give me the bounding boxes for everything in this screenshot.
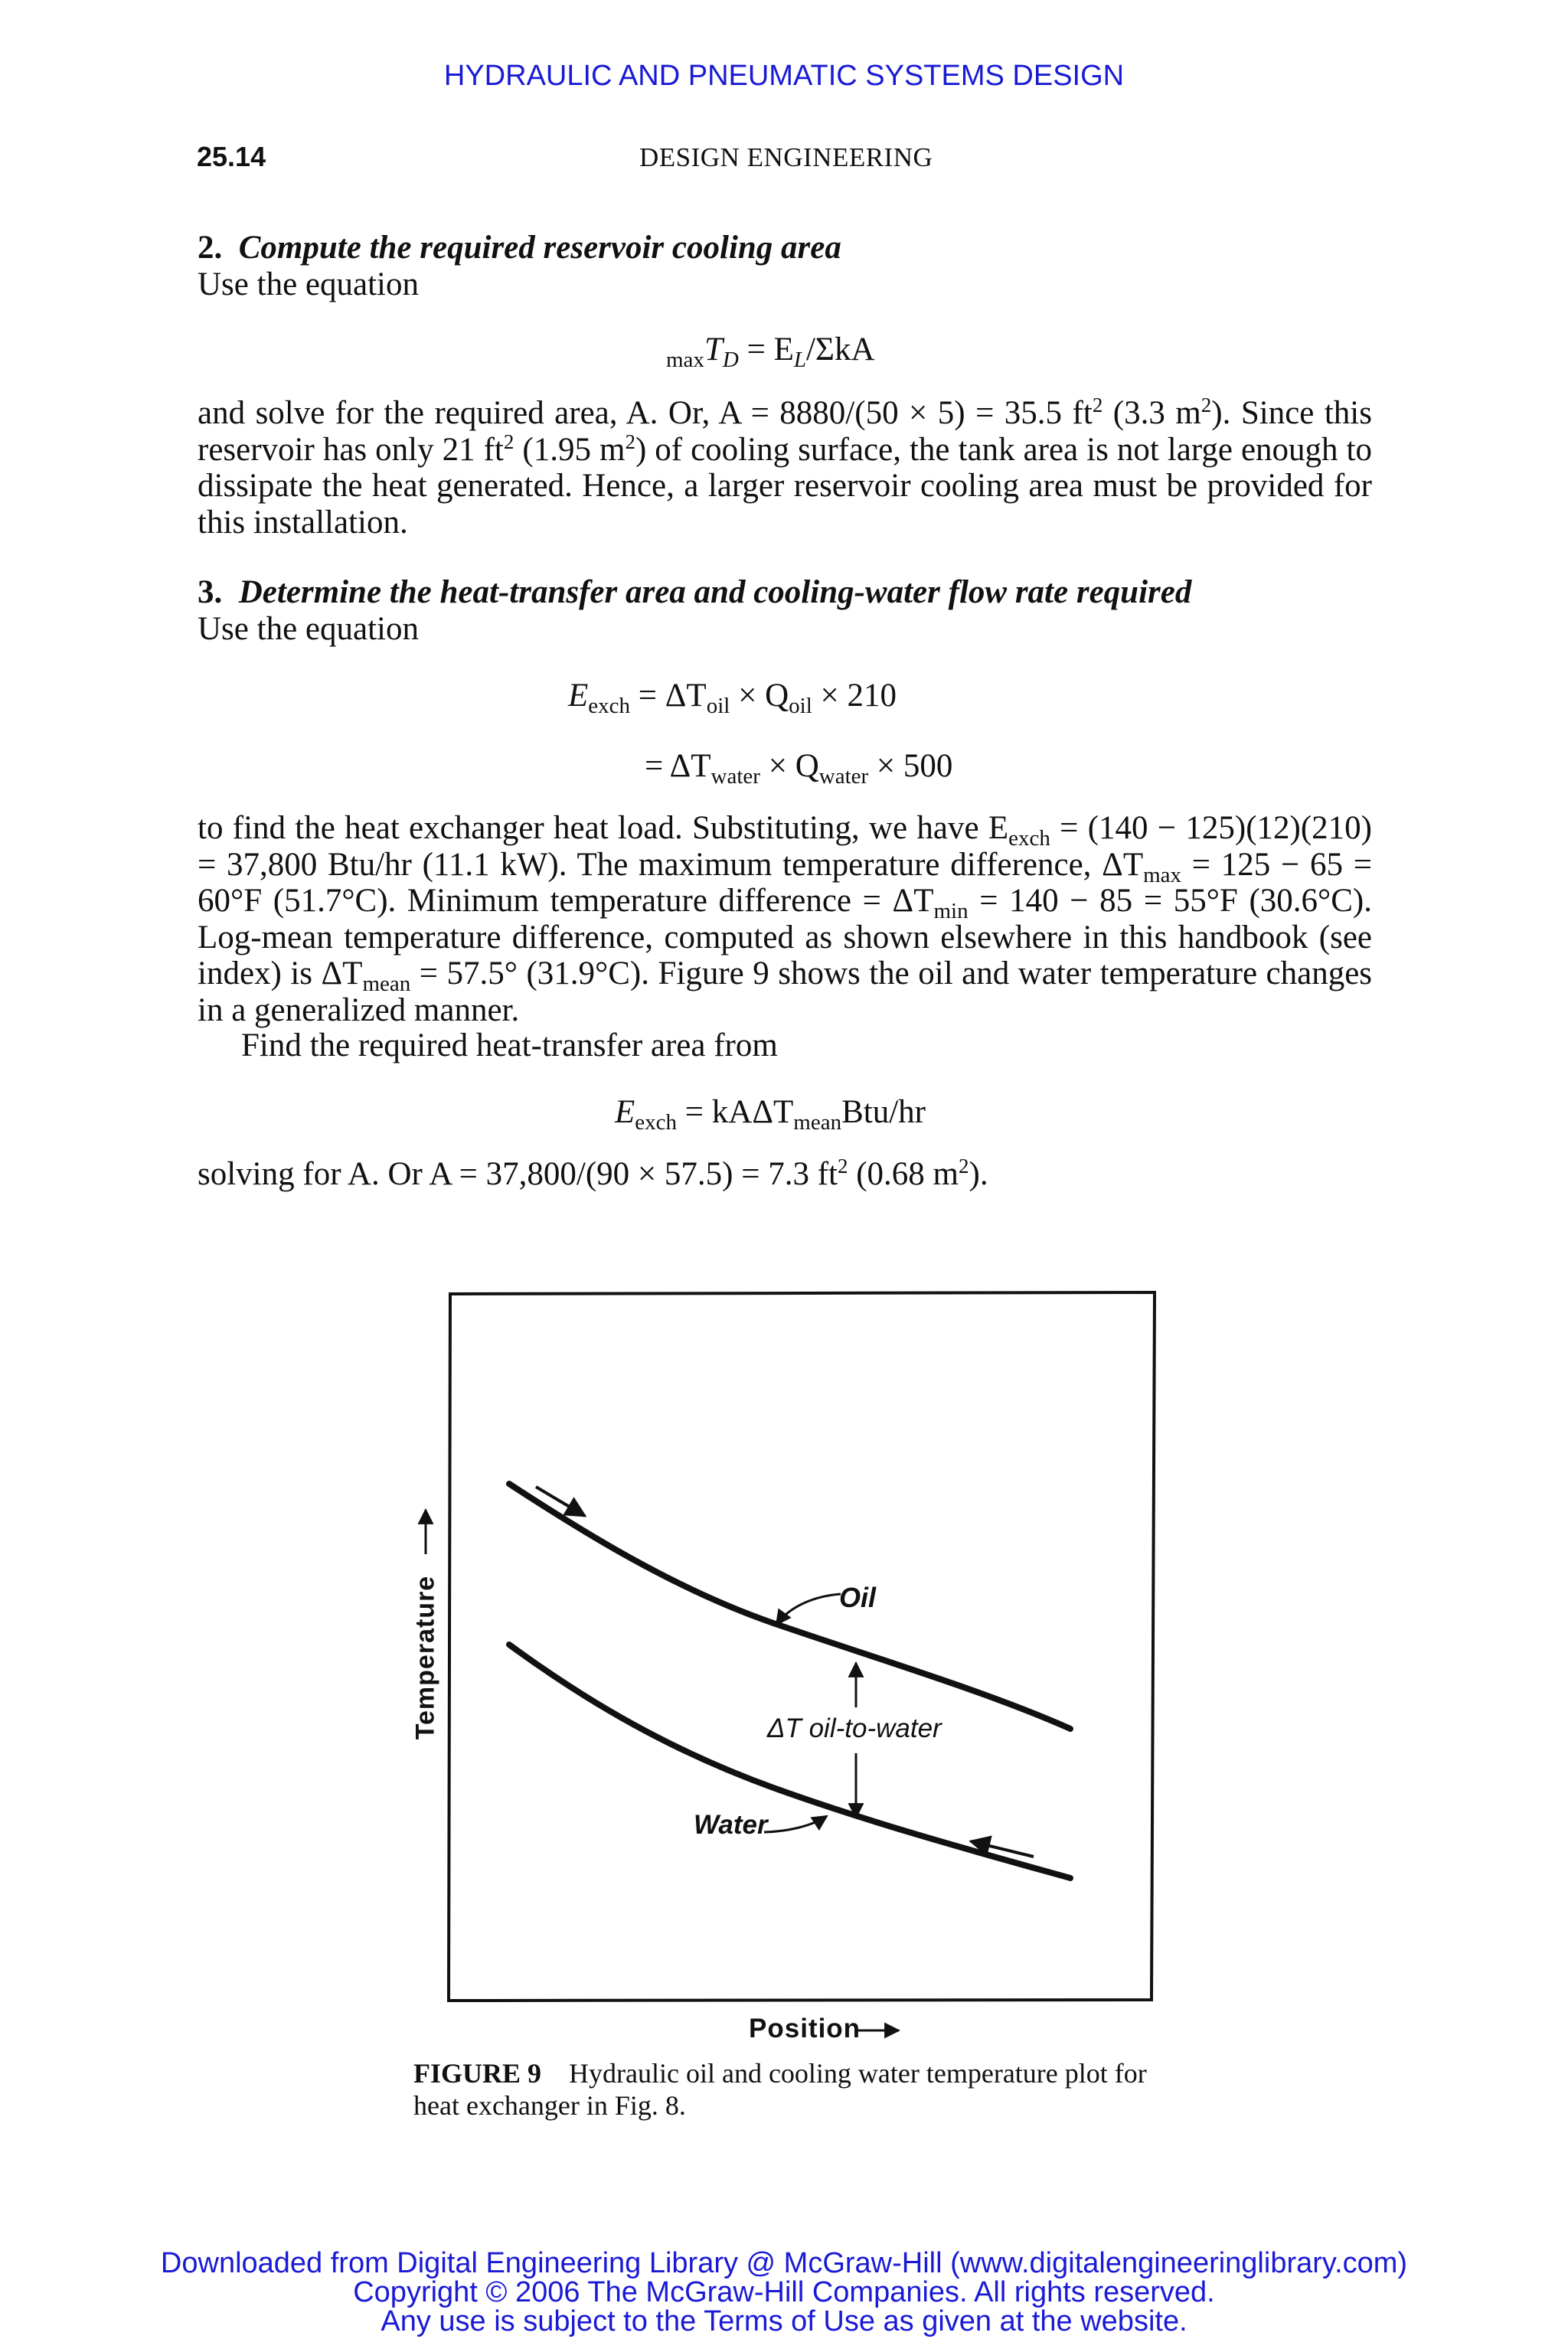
eq-t: T <box>704 332 723 368</box>
footer-download-notice[interactable]: Downloaded from Digital Engineering Library @ McGraw-Hill (www.digitalengineeringlibrary.com) <box>160 2247 1408 2279</box>
p2-c: = 125 − 65 = 60°F (51.7°C). Minimum temperature difference = ΔT <box>198 846 1372 919</box>
step3-title: Determine the heat-transfer area and cooling-water flow rate required <box>238 574 1192 610</box>
p2-sub-exch: exch <box>1008 826 1050 851</box>
y-axis-label: Temperature <box>410 1575 440 1740</box>
eq3-c: Btu/hr <box>841 1094 926 1130</box>
p2-a: to find the heat exchanger heat load. Substituting, we have E <box>198 810 1009 846</box>
x-axis-label: Position <box>749 2014 861 2043</box>
eq1-sub-oil-2: oil <box>789 694 812 718</box>
figure-caption <box>413 2057 1179 2122</box>
p4-sup2: 2 <box>959 1155 969 1178</box>
oil-leader <box>776 1594 841 1625</box>
p4-b: (0.68 m <box>848 1156 959 1192</box>
p1-c: ). Since this reservoir has only 21 ft <box>198 395 1372 468</box>
p2-sub-mean: mean <box>362 972 411 996</box>
p1-d: (1.95 m <box>514 431 626 468</box>
eq-max-prefix: max <box>666 348 704 372</box>
oil-flow-arrow <box>536 1487 585 1516</box>
eq1-d: × 210 <box>812 678 897 714</box>
footer-copyright: Copyright © 2006 The McGraw-Hill Companies. All rights reserved. <box>353 2276 1215 2308</box>
footer-terms[interactable]: Any use is subject to the Terms of Use as given at the website. <box>381 2305 1187 2337</box>
p1-sup1: 2 <box>1092 394 1103 416</box>
section-header: DESIGN ENGINEERING <box>639 142 933 172</box>
p2-e: = 57.5° (31.9°C). Figure 9 shows the oil and water temperature changes in a generalized manner. <box>198 956 1373 1028</box>
oil-label: Oil <box>839 1582 877 1613</box>
p1-a: and solve for the required area, A. Or, A = 8880/(50 × 5) = 35.5 ft <box>198 395 1093 431</box>
eq-tail: /ΣkA <box>805 332 875 368</box>
eq2-sub-water-2: water <box>818 764 869 789</box>
eq1-e: E <box>568 678 589 714</box>
p4-a: solving for A. Or A = 37,800/(90 × 57.5) = 7.3 ft <box>198 1156 838 1192</box>
eq3-b: = kAΔT <box>677 1094 794 1130</box>
p2-sub-min: min <box>933 899 969 923</box>
step2-intro: Use the equation <box>198 266 419 302</box>
p1-sup2: 2 <box>1200 394 1212 416</box>
step3-find-line: Find the required heat-transfer area from <box>241 1027 778 1063</box>
water-leader <box>764 1816 827 1832</box>
eq-sub-l: L <box>793 348 806 372</box>
p1-sup4: 2 <box>625 430 635 453</box>
p1-sup3: 2 <box>503 430 514 453</box>
step2-title: Compute the required reservoir cooling area <box>238 230 841 266</box>
eq2-c: × 500 <box>868 748 953 784</box>
plot-frame <box>449 1292 1155 2001</box>
eq-sub-d: D <box>722 348 739 372</box>
p2-b: = (140 − 125)(12)(210) = 37,800 Btu/hr (11.1 kW). The maximum temperature difference, ΔT <box>198 810 1372 883</box>
oil-curve <box>509 1484 1070 1729</box>
caption-label: FIGURE 9 <box>413 2058 542 2089</box>
eq1-sub-exch: exch <box>588 694 631 718</box>
p4-c: ). <box>969 1156 988 1192</box>
water-label: Water <box>694 1810 768 1840</box>
p1-b: (3.3 m <box>1102 395 1201 431</box>
step3-intro: Use the equation <box>198 611 419 647</box>
page-number: 25.14 <box>197 141 266 172</box>
eq2-b: × Q <box>760 748 819 784</box>
caption-text: Hydraulic oil and cooling water temperature plot for heat exchanger in Fig. 8. <box>413 2058 1147 2121</box>
p1-e: ) of cooling surface, the tank area is not large enough to dissipate the heat generated. Hence, a larger reservoir cooling area must be provided for this installation. <box>198 431 1372 541</box>
eq1-sub-oil: oil <box>706 694 730 718</box>
eq2-sub-water: water <box>710 764 760 789</box>
eq1-b: = ΔT <box>630 678 707 714</box>
p4-sup: 2 <box>837 1155 848 1178</box>
eq2-a: = ΔT <box>645 748 711 784</box>
step3-number: 3. <box>198 574 223 610</box>
eq3-sub-exch: exch <box>635 1110 678 1135</box>
eq3-sub-mean: mean <box>793 1110 842 1135</box>
eq1-c: × Q <box>730 678 789 714</box>
eq-eq-e: = E <box>738 332 794 368</box>
eq3-e: E <box>615 1094 635 1130</box>
step2-number: 2. <box>198 230 223 266</box>
p2-sub-max: max <box>1143 862 1182 887</box>
water-curve <box>509 1645 1070 1878</box>
p2-d: = 140 − 85 = 55°F (30.6°C). Log-mean temperature difference, computed as shown elsewhere in this handbook (see index) is ΔT <box>198 883 1372 991</box>
delta-t-label: ΔT oil-to-water <box>767 1713 942 1743</box>
running-title: HYDRAULIC AND PNEUMATIC SYSTEMS DESIGN <box>443 60 1125 92</box>
